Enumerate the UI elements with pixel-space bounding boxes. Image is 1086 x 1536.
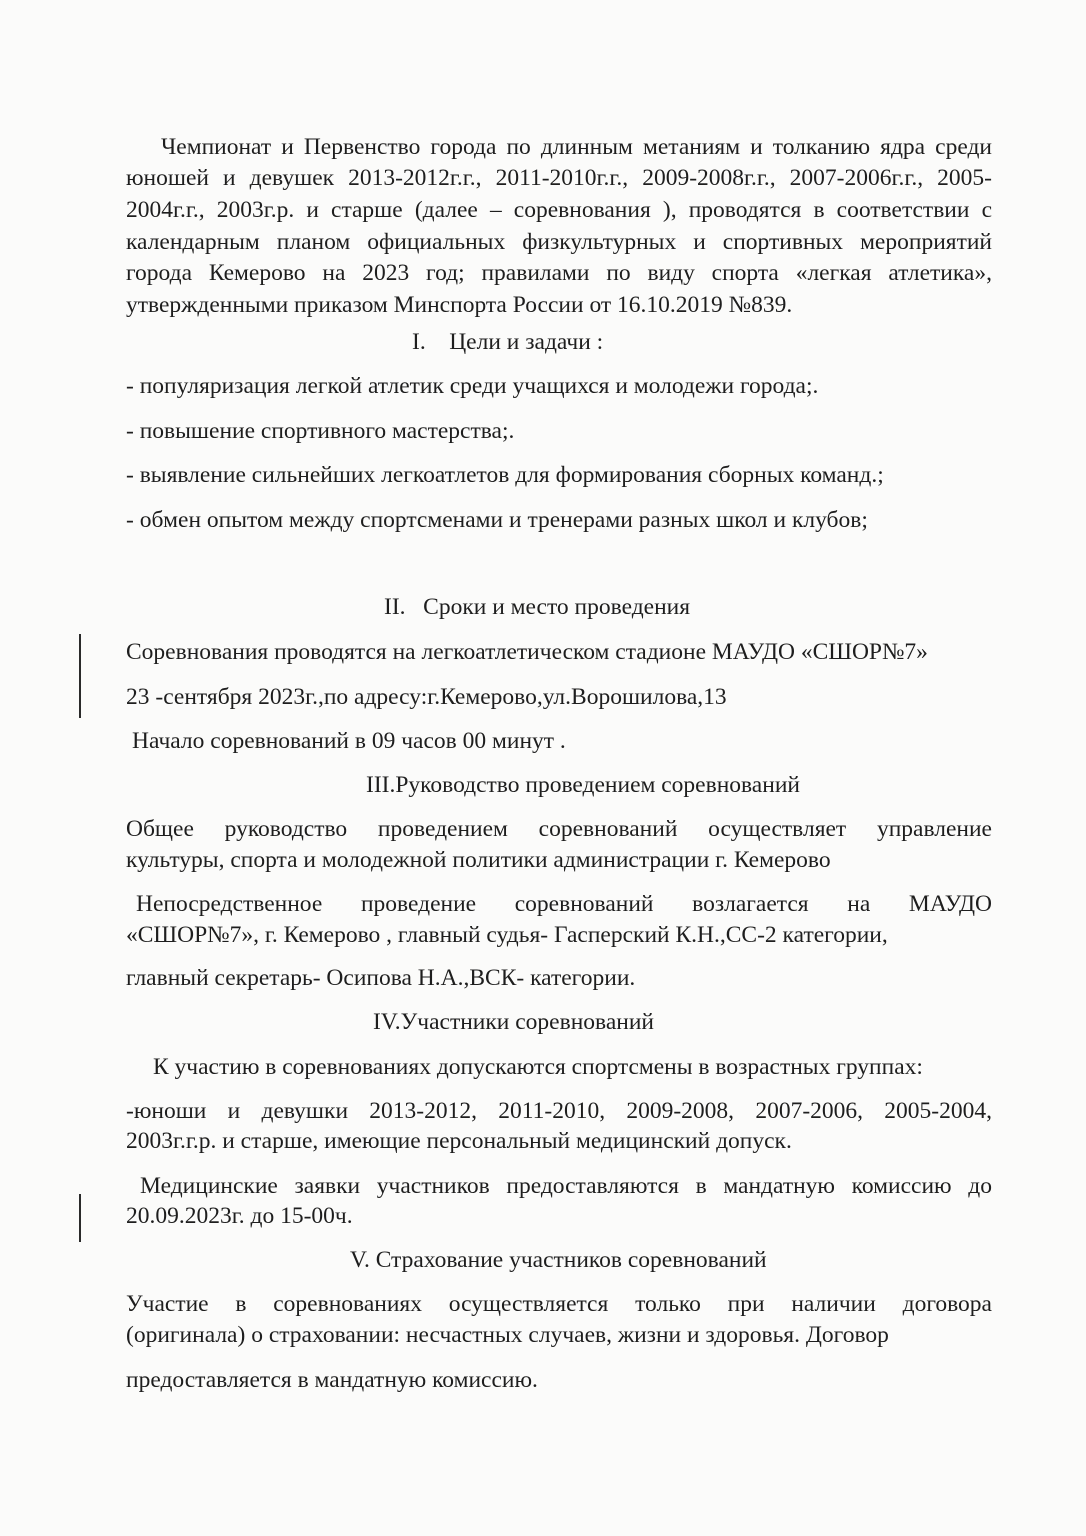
section-3-line: главный секретарь- Осипова Н.А.,ВСК- категории. (126, 965, 636, 991)
intro-line: города Кемерово на 2023 год; правилами по виду спорта «легкая атлетика», (126, 260, 992, 286)
section-2-heading: II. Сроки и место проведения (384, 594, 691, 620)
section-4-line: Медицинские заявки участников предоставляются в мандатную комиссию до (140, 1173, 992, 1199)
section-2-line: 23 -сентября 2023г.,по адресу:г.Кемерово,ул.Ворошилова,13 (126, 684, 727, 710)
section-3-line: культуры, спорта и молодежной политики администрации г. Кемерово (126, 847, 831, 873)
section-2-line: Начало соревнований в 09 часов 00 минут . (132, 728, 566, 754)
intro-line: утвержденными приказом Минспорта России от 16.10.2019 №839. (126, 292, 793, 318)
margin-bar (79, 634, 81, 718)
section-4-heading: IV.Участники соревнований (373, 1009, 654, 1035)
section-4-line: -юноши и девушки 2013-2012, 2011-2010, 2009-2008, 2007-2006, 2005-2004, (126, 1098, 992, 1124)
goal-item: - популяризация легкой атлетик среди учащихся и молодежи города;. (126, 373, 819, 399)
goal-item: - выявление сильнейших легкоатлетов для формирования сборных команд.; (126, 462, 884, 488)
section-3-line: Общее руководство проведением соревнований осуществляет управление (126, 816, 992, 842)
goal-item: - обмен опытом между спортсменами и тренерами разных школ и клубов; (126, 507, 868, 533)
section-4-line: 2003г.г.р. и старше, имеющие персональный медицинский допуск. (126, 1128, 792, 1154)
intro-line: Чемпионат и Первенство города по длинным метаниям и толканию ядра среди (161, 134, 992, 160)
section-5-line: Участие в соревнованиях осуществляется только при наличии договора (126, 1291, 992, 1317)
section-5-line: (оригинала) о страховании: несчастных случаев, жизни и здоровья. Договор (126, 1322, 889, 1348)
goal-item: - повышение спортивного мастерства;. (126, 418, 515, 444)
section-4-line: 20.09.2023г. до 15-00ч. (126, 1203, 353, 1229)
section-2-line: Соревнования проводятся на легкоатлетическом стадионе МАУДО «СШОР№7» (126, 639, 928, 665)
section-4-line: К участию в соревнованиях допускаются спортсмены в возрастных группах: (153, 1054, 923, 1080)
margin-bar (79, 1194, 81, 1242)
intro-line: юношей и девушек 2013-2012г.г., 2011-2010г.г., 2009-2008г.г., 2007-2006г.г., 2005- (126, 165, 992, 191)
section-1-heading: I. Цели и задачи : (412, 329, 604, 355)
section-5-line: предоставляется в мандатную комиссию. (126, 1367, 538, 1393)
intro-line: 2004г.г., 2003г.р. и старше (далее – соревнования ), проводятся в соответствии с (126, 197, 992, 223)
intro-line: календарным планом официальных физкультурных и спортивных мероприятий (126, 229, 992, 255)
section-3-line: Непосредственное проведение соревнований возлагается на МАУДО (136, 891, 992, 917)
section-3-line: «СШОР№7», г. Кемерово , главный судья- Гасперский К.Н.,СС-2 категории, (126, 922, 888, 948)
section-3-heading: III.Руководство проведением соревнований (366, 772, 800, 798)
section-5-heading: V. Страхование участников соревнований (350, 1247, 767, 1273)
